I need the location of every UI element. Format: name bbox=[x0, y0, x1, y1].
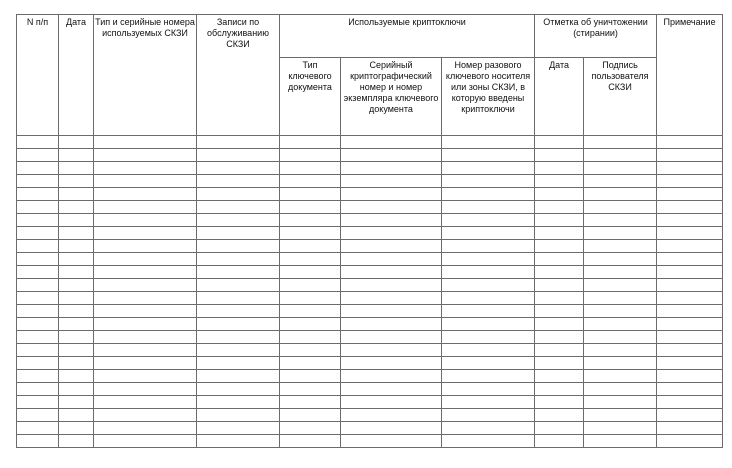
table-row bbox=[17, 149, 723, 162]
table-cell bbox=[584, 422, 657, 435]
table-cell bbox=[17, 253, 59, 266]
table-cell bbox=[197, 188, 280, 201]
table-cell bbox=[94, 396, 197, 409]
table-cell bbox=[197, 266, 280, 279]
header-destruction-group: Отметка об уничтожении (стирании) bbox=[535, 15, 657, 58]
table-cell bbox=[59, 370, 94, 383]
table-cell bbox=[442, 318, 535, 331]
table-cell bbox=[94, 227, 197, 240]
header-service-records: Записи по обслуживанию СКЗИ bbox=[197, 15, 280, 136]
header-serial-crypto-num: Серийный криптографический номер и номер экземпляра ключевого документа bbox=[341, 58, 442, 136]
table-cell bbox=[59, 188, 94, 201]
table-cell bbox=[584, 357, 657, 370]
table-cell bbox=[584, 136, 657, 149]
table-cell bbox=[94, 292, 197, 305]
table-cell bbox=[442, 201, 535, 214]
journal-sheet bbox=[16, 14, 723, 448]
table-cell bbox=[341, 357, 442, 370]
table-cell bbox=[17, 292, 59, 305]
table-cell bbox=[94, 240, 197, 253]
table-cell bbox=[442, 162, 535, 175]
header-destruction-date: Дата bbox=[535, 58, 584, 136]
table-cell bbox=[584, 188, 657, 201]
table-cell bbox=[535, 344, 584, 357]
table-cell bbox=[94, 253, 197, 266]
table-cell bbox=[197, 422, 280, 435]
table-cell bbox=[657, 383, 723, 396]
table-cell bbox=[442, 383, 535, 396]
table-cell bbox=[59, 162, 94, 175]
table-cell bbox=[535, 318, 584, 331]
table-cell bbox=[657, 240, 723, 253]
table-cell bbox=[442, 227, 535, 240]
header-user-signature: Подпись пользователя СКЗИ bbox=[584, 58, 657, 136]
table-cell bbox=[17, 331, 59, 344]
table-cell bbox=[280, 266, 341, 279]
table-row bbox=[17, 292, 723, 305]
table-cell bbox=[341, 279, 442, 292]
table-cell bbox=[341, 292, 442, 305]
table-cell bbox=[584, 331, 657, 344]
table-cell bbox=[59, 344, 94, 357]
table-cell bbox=[442, 266, 535, 279]
table-cell bbox=[197, 201, 280, 214]
table-cell bbox=[94, 175, 197, 188]
table-cell bbox=[341, 383, 442, 396]
table-cell bbox=[17, 435, 59, 448]
header-num: N п/п bbox=[17, 15, 59, 136]
table-cell bbox=[584, 318, 657, 331]
table-cell bbox=[94, 266, 197, 279]
table-cell bbox=[280, 175, 341, 188]
table-cell bbox=[535, 175, 584, 188]
table-cell bbox=[94, 422, 197, 435]
table-cell bbox=[197, 409, 280, 422]
table-cell bbox=[341, 266, 442, 279]
table-cell bbox=[17, 136, 59, 149]
table-cell bbox=[17, 305, 59, 318]
table-cell bbox=[197, 292, 280, 305]
table-cell bbox=[535, 396, 584, 409]
table-cell bbox=[341, 253, 442, 266]
table-cell bbox=[584, 383, 657, 396]
table-cell bbox=[584, 435, 657, 448]
table-cell bbox=[17, 370, 59, 383]
table-cell bbox=[280, 149, 341, 162]
table-cell bbox=[442, 214, 535, 227]
table-cell bbox=[59, 136, 94, 149]
table-cell bbox=[197, 357, 280, 370]
table-cell bbox=[584, 162, 657, 175]
table-row bbox=[17, 305, 723, 318]
table-cell bbox=[197, 253, 280, 266]
table-cell bbox=[94, 435, 197, 448]
table-cell bbox=[17, 396, 59, 409]
table-cell bbox=[657, 396, 723, 409]
table-row bbox=[17, 227, 723, 240]
table-cell bbox=[280, 357, 341, 370]
table-cell bbox=[442, 396, 535, 409]
table-cell bbox=[657, 136, 723, 149]
table-cell bbox=[442, 175, 535, 188]
table-cell bbox=[17, 149, 59, 162]
table-cell bbox=[442, 279, 535, 292]
table-cell bbox=[94, 149, 197, 162]
table-cell bbox=[17, 162, 59, 175]
table-cell bbox=[59, 409, 94, 422]
table-cell bbox=[59, 279, 94, 292]
table-cell bbox=[341, 149, 442, 162]
table-cell bbox=[657, 318, 723, 331]
table-row bbox=[17, 162, 723, 175]
table-cell bbox=[442, 240, 535, 253]
table-row bbox=[17, 318, 723, 331]
table-cell bbox=[657, 201, 723, 214]
table-cell bbox=[280, 370, 341, 383]
journal-body bbox=[17, 136, 723, 448]
table-cell bbox=[94, 357, 197, 370]
table-cell bbox=[535, 253, 584, 266]
table-row bbox=[17, 435, 723, 448]
table-row bbox=[17, 175, 723, 188]
table-cell bbox=[584, 149, 657, 162]
table-cell bbox=[197, 214, 280, 227]
table-cell bbox=[442, 305, 535, 318]
table-cell bbox=[280, 422, 341, 435]
table-cell bbox=[17, 175, 59, 188]
table-cell bbox=[657, 227, 723, 240]
table-cell bbox=[280, 344, 341, 357]
table-cell bbox=[197, 136, 280, 149]
table-cell bbox=[584, 240, 657, 253]
table-cell bbox=[535, 201, 584, 214]
table-cell bbox=[280, 331, 341, 344]
table-cell bbox=[59, 214, 94, 227]
table-cell bbox=[442, 292, 535, 305]
table-cell bbox=[280, 383, 341, 396]
table-cell bbox=[584, 266, 657, 279]
table-cell bbox=[657, 279, 723, 292]
table-cell bbox=[280, 201, 341, 214]
table-cell bbox=[280, 214, 341, 227]
table-cell bbox=[59, 227, 94, 240]
table-cell bbox=[17, 409, 59, 422]
table-cell bbox=[94, 409, 197, 422]
header-note: Примечание bbox=[657, 15, 723, 136]
table-cell bbox=[584, 370, 657, 383]
table-row bbox=[17, 383, 723, 396]
table-cell bbox=[59, 253, 94, 266]
table-row bbox=[17, 344, 723, 357]
table-cell bbox=[584, 292, 657, 305]
table-cell bbox=[17, 357, 59, 370]
table-cell bbox=[280, 136, 341, 149]
table-cell bbox=[657, 214, 723, 227]
table-cell bbox=[59, 331, 94, 344]
table-cell bbox=[657, 370, 723, 383]
table-cell bbox=[535, 383, 584, 396]
table-cell bbox=[197, 162, 280, 175]
table-cell bbox=[657, 162, 723, 175]
table-cell bbox=[341, 344, 442, 357]
table-cell bbox=[341, 422, 442, 435]
table-cell bbox=[280, 305, 341, 318]
header-type-serial: Тип и серийные номера используемых СКЗИ bbox=[94, 15, 197, 136]
table-cell bbox=[442, 409, 535, 422]
table-cell bbox=[280, 240, 341, 253]
table-row bbox=[17, 279, 723, 292]
table-cell bbox=[442, 149, 535, 162]
table-cell bbox=[442, 136, 535, 149]
table-cell bbox=[197, 279, 280, 292]
table-cell bbox=[442, 253, 535, 266]
table-cell bbox=[341, 305, 442, 318]
table-row bbox=[17, 201, 723, 214]
table-row bbox=[17, 253, 723, 266]
table-cell bbox=[59, 305, 94, 318]
table-row bbox=[17, 214, 723, 227]
table-cell bbox=[280, 292, 341, 305]
table-cell bbox=[197, 227, 280, 240]
table-cell bbox=[584, 253, 657, 266]
table-cell bbox=[17, 422, 59, 435]
table-cell bbox=[442, 331, 535, 344]
table-cell bbox=[197, 344, 280, 357]
table-cell bbox=[59, 383, 94, 396]
table-cell bbox=[280, 188, 341, 201]
table-cell bbox=[442, 188, 535, 201]
table-cell bbox=[535, 214, 584, 227]
table-cell bbox=[17, 266, 59, 279]
table-row bbox=[17, 266, 723, 279]
table-row bbox=[17, 396, 723, 409]
table-cell bbox=[59, 422, 94, 435]
table-cell bbox=[17, 279, 59, 292]
table-cell bbox=[280, 162, 341, 175]
table-cell bbox=[197, 149, 280, 162]
table-cell bbox=[341, 214, 442, 227]
table-row bbox=[17, 188, 723, 201]
table-cell bbox=[197, 370, 280, 383]
table-cell bbox=[280, 318, 341, 331]
table-cell bbox=[341, 318, 442, 331]
table-cell bbox=[17, 227, 59, 240]
table-cell bbox=[197, 383, 280, 396]
table-row bbox=[17, 422, 723, 435]
table-cell bbox=[535, 292, 584, 305]
table-cell bbox=[94, 279, 197, 292]
table-cell bbox=[341, 409, 442, 422]
table-cell bbox=[535, 149, 584, 162]
table-cell bbox=[197, 318, 280, 331]
table-cell bbox=[94, 188, 197, 201]
table-cell bbox=[341, 188, 442, 201]
table-cell bbox=[535, 266, 584, 279]
table-cell bbox=[59, 201, 94, 214]
table-cell bbox=[535, 370, 584, 383]
table-cell bbox=[17, 318, 59, 331]
table-cell bbox=[17, 240, 59, 253]
table-cell bbox=[535, 227, 584, 240]
table-row bbox=[17, 357, 723, 370]
table-cell bbox=[535, 188, 584, 201]
header-keys-group: Используемые криптоключи bbox=[280, 15, 535, 58]
table-cell bbox=[94, 370, 197, 383]
table-cell bbox=[94, 201, 197, 214]
table-cell bbox=[94, 344, 197, 357]
table-cell bbox=[535, 435, 584, 448]
table-cell bbox=[657, 435, 723, 448]
table-cell bbox=[197, 305, 280, 318]
table-cell bbox=[59, 318, 94, 331]
table-cell bbox=[442, 435, 535, 448]
table-cell bbox=[197, 175, 280, 188]
header-date: Дата bbox=[59, 15, 94, 136]
table-row bbox=[17, 240, 723, 253]
table-cell bbox=[341, 175, 442, 188]
table-cell bbox=[584, 175, 657, 188]
table-cell bbox=[442, 357, 535, 370]
table-cell bbox=[657, 422, 723, 435]
journal-table bbox=[16, 14, 723, 448]
table-cell bbox=[657, 266, 723, 279]
table-cell bbox=[341, 162, 442, 175]
table-cell bbox=[584, 214, 657, 227]
table-cell bbox=[657, 344, 723, 357]
table-cell bbox=[657, 331, 723, 344]
table-cell bbox=[535, 331, 584, 344]
table-cell bbox=[442, 344, 535, 357]
table-cell bbox=[341, 136, 442, 149]
table-cell bbox=[280, 396, 341, 409]
table-cell bbox=[657, 188, 723, 201]
table-cell bbox=[657, 409, 723, 422]
table-cell bbox=[94, 331, 197, 344]
table-cell bbox=[94, 136, 197, 149]
table-cell bbox=[657, 149, 723, 162]
table-cell bbox=[197, 435, 280, 448]
table-cell bbox=[584, 227, 657, 240]
table-cell bbox=[341, 201, 442, 214]
table-cell bbox=[341, 240, 442, 253]
table-cell bbox=[17, 383, 59, 396]
table-cell bbox=[59, 149, 94, 162]
table-cell bbox=[197, 331, 280, 344]
table-cell bbox=[657, 292, 723, 305]
table-cell bbox=[341, 227, 442, 240]
table-cell bbox=[59, 292, 94, 305]
table-cell bbox=[59, 357, 94, 370]
table-cell bbox=[535, 357, 584, 370]
table-row bbox=[17, 331, 723, 344]
table-cell bbox=[17, 188, 59, 201]
table-cell bbox=[59, 396, 94, 409]
table-cell bbox=[341, 396, 442, 409]
table-cell bbox=[280, 409, 341, 422]
table-cell bbox=[584, 279, 657, 292]
header-key-doc-type: Тип ключевого документа bbox=[280, 58, 341, 136]
table-cell bbox=[442, 422, 535, 435]
table-cell bbox=[94, 162, 197, 175]
header-media-number: Номер разового ключевого носителя или зоны СКЗИ, в которую введены криптоключи bbox=[442, 58, 535, 136]
table-cell bbox=[341, 435, 442, 448]
table-cell bbox=[442, 370, 535, 383]
table-cell bbox=[280, 227, 341, 240]
table-row bbox=[17, 409, 723, 422]
table-cell bbox=[59, 175, 94, 188]
header-row-1 bbox=[17, 15, 723, 58]
table-cell bbox=[535, 279, 584, 292]
table-row bbox=[17, 370, 723, 383]
table-cell bbox=[94, 305, 197, 318]
table-cell bbox=[535, 240, 584, 253]
table-cell bbox=[535, 409, 584, 422]
table-cell bbox=[280, 435, 341, 448]
table-cell bbox=[197, 396, 280, 409]
table-cell bbox=[17, 201, 59, 214]
table-cell bbox=[341, 331, 442, 344]
table-cell bbox=[94, 318, 197, 331]
table-cell bbox=[657, 175, 723, 188]
table-cell bbox=[17, 214, 59, 227]
table-cell bbox=[535, 422, 584, 435]
table-cell bbox=[341, 370, 442, 383]
table-row bbox=[17, 136, 723, 149]
table-cell bbox=[657, 305, 723, 318]
table-cell bbox=[94, 214, 197, 227]
table-cell bbox=[535, 136, 584, 149]
table-cell bbox=[59, 266, 94, 279]
table-cell bbox=[280, 279, 341, 292]
table-cell bbox=[535, 305, 584, 318]
table-cell bbox=[657, 357, 723, 370]
table-cell bbox=[17, 344, 59, 357]
table-cell bbox=[280, 253, 341, 266]
table-cell bbox=[535, 162, 584, 175]
table-cell bbox=[94, 383, 197, 396]
table-cell bbox=[657, 253, 723, 266]
table-cell bbox=[59, 435, 94, 448]
table-cell bbox=[197, 240, 280, 253]
table-cell bbox=[584, 409, 657, 422]
table-cell bbox=[584, 201, 657, 214]
table-cell bbox=[59, 240, 94, 253]
table-cell bbox=[584, 396, 657, 409]
table-cell bbox=[584, 305, 657, 318]
table-cell bbox=[584, 344, 657, 357]
